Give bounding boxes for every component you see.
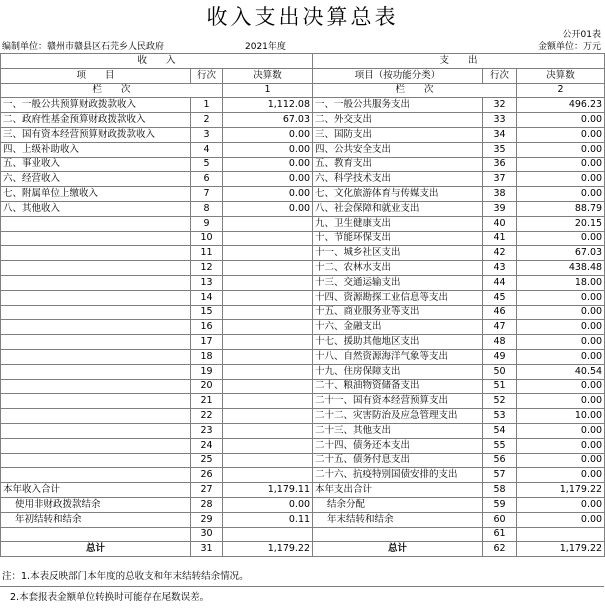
- expense-amount: 438.48: [517, 261, 605, 276]
- income-item-name: [1, 290, 191, 305]
- expense-item-name: 十五、商业服务业等支出: [313, 305, 483, 320]
- income-item-name: 总计: [1, 542, 191, 557]
- expense-row-no: 43: [483, 261, 517, 276]
- report-title: 收入支出决算总表: [206, 5, 399, 29]
- income-amount: 0.00: [223, 201, 313, 216]
- expense-row-no: 40: [483, 216, 517, 231]
- expense-amount: 0.00: [517, 438, 605, 453]
- expense-row-no: 39: [483, 201, 517, 216]
- expense-amount-header: 决算数: [517, 68, 605, 83]
- expense-item-name: 二十四、债务还本支出: [313, 438, 483, 453]
- expense-item-name: 十六、金融支出: [313, 320, 483, 335]
- income-row-no: 7: [191, 187, 223, 202]
- table-row: [1, 201, 605, 216]
- income-amount: [223, 527, 313, 542]
- expense-row-no: 61: [483, 527, 517, 542]
- income-row-no-header: 行次: [191, 68, 223, 83]
- expense-amount: 0.00: [517, 157, 605, 172]
- income-item-name: [1, 231, 191, 246]
- expense-row-no: 51: [483, 379, 517, 394]
- expense-amount: 1,179.22: [517, 542, 605, 557]
- expense-item-name: 二十六、抗疫特别国债安排的支出: [313, 468, 483, 483]
- expense-amount: 0.00: [517, 320, 605, 335]
- expense-amount: 0.00: [517, 172, 605, 187]
- income-amount: 67.03: [223, 113, 313, 128]
- income-amount: 1,179.11: [223, 483, 313, 498]
- table-row: [1, 379, 605, 394]
- form-code: 公开01表: [562, 30, 601, 40]
- table-row: [1, 423, 605, 438]
- income-amount: [223, 423, 313, 438]
- expense-item-name: 六、科学技术支出: [313, 172, 483, 187]
- income-row-no: 23: [191, 423, 223, 438]
- income-item-header: 项 目: [1, 68, 191, 83]
- income-row-no: 9: [191, 216, 223, 231]
- expense-item-name: 三、国防支出: [313, 127, 483, 142]
- table-row: [1, 157, 605, 172]
- income-item-name: 一、一般公共预算财政拨款收入: [1, 98, 191, 113]
- income-amount: [223, 364, 313, 379]
- expense-row-no: 35: [483, 142, 517, 157]
- expense-row-no: 45: [483, 290, 517, 305]
- income-amount: 0.00: [223, 497, 313, 512]
- expense-column-label: 栏 次: [313, 83, 517, 98]
- table-row: [1, 468, 605, 483]
- income-row-no: 6: [191, 172, 223, 187]
- amount-unit: 金额单位：万元: [537, 42, 601, 52]
- income-section-header: 收 入: [1, 54, 313, 69]
- income-row-no: 18: [191, 349, 223, 364]
- income-amount: 0.11: [223, 512, 313, 527]
- income-row-no: 31: [191, 542, 223, 557]
- expense-item-name: 七、文化旅游体育与传媒支出: [313, 187, 483, 202]
- income-item-name: 四、上级补助收入: [1, 142, 191, 157]
- expense-amount: 0.00: [517, 113, 605, 128]
- expense-item-name: 十一、城乡社区支出: [313, 246, 483, 261]
- expense-item-name: 二十二、灾害防治及应急管理支出: [313, 409, 483, 424]
- expense-amount: [517, 527, 605, 542]
- expense-amount: 0.00: [517, 231, 605, 246]
- income-row-no: 16: [191, 320, 223, 335]
- income-amount: [223, 468, 313, 483]
- income-column-label: 栏 次: [1, 83, 223, 98]
- income-amount: [223, 290, 313, 305]
- expense-row-no: 33: [483, 113, 517, 128]
- expense-item-name: 九、卫生健康支出: [313, 216, 483, 231]
- income-row-no: 19: [191, 364, 223, 379]
- income-item-name: [1, 216, 191, 231]
- table-row: [1, 364, 605, 379]
- footnote-2: 2.本套报表金额单位转换时可能存在尾数误差。: [10, 592, 210, 603]
- income-item-name: [1, 527, 191, 542]
- expense-row-no: 52: [483, 394, 517, 409]
- income-row-no: 29: [191, 512, 223, 527]
- expense-item-name: 二十三、其他支出: [313, 423, 483, 438]
- income-amount: [223, 246, 313, 261]
- income-row-no: 11: [191, 246, 223, 261]
- expense-row-no: 58: [483, 483, 517, 498]
- expense-amount: 88.79: [517, 201, 605, 216]
- expense-item-name: 十七、援助其他地区支出: [313, 335, 483, 350]
- income-item-name: [1, 335, 191, 350]
- table-row: [1, 512, 605, 527]
- income-amount: [223, 453, 313, 468]
- income-amount: 0.00: [223, 187, 313, 202]
- income-amount: [223, 394, 313, 409]
- income-expense-table: [0, 53, 605, 557]
- income-row-no: 1: [191, 98, 223, 113]
- expense-row-no: 46: [483, 305, 517, 320]
- expense-amount: 0.00: [517, 453, 605, 468]
- footnote-divider: [0, 586, 604, 587]
- expense-row-no: 60: [483, 512, 517, 527]
- income-amount: [223, 335, 313, 350]
- expense-row-no: 48: [483, 335, 517, 350]
- table-row: [1, 320, 605, 335]
- expense-amount: 0.00: [517, 349, 605, 364]
- expense-row-no: 41: [483, 231, 517, 246]
- report-year: 2021年度: [245, 42, 286, 52]
- income-item-name: 本年收入合计: [1, 483, 191, 498]
- expense-amount: 0.00: [517, 379, 605, 394]
- expense-amount: 0.00: [517, 142, 605, 157]
- expense-item-name: 十二、农林水支出: [313, 261, 483, 276]
- expense-item-header: 项目（按功能分类）: [313, 68, 483, 83]
- expense-item-name: 十、节能环保支出: [313, 231, 483, 246]
- income-item-name: [1, 438, 191, 453]
- income-item-name: [1, 379, 191, 394]
- expense-item-name: 十四、资源勘探工业信息等支出: [313, 290, 483, 305]
- expense-item-name: 二十、粮油物资储备支出: [313, 379, 483, 394]
- income-amount: [223, 438, 313, 453]
- expense-amount: 0.00: [517, 423, 605, 438]
- expense-item-name: 结余分配: [313, 497, 483, 512]
- table-row: [1, 231, 605, 246]
- table-row: [1, 527, 605, 542]
- income-amount: [223, 261, 313, 276]
- expense-amount: 18.00: [517, 275, 605, 290]
- income-column-index: 1: [223, 83, 313, 98]
- expense-row-no: 55: [483, 438, 517, 453]
- expense-amount: 0.00: [517, 290, 605, 305]
- reporting-unit: 编制单位：赣州市赣县区石芫乡人民政府: [2, 42, 165, 52]
- table-row: [1, 172, 605, 187]
- income-item-name: 六、经营收入: [1, 172, 191, 187]
- expense-item-name: 一、一般公共服务支出: [313, 98, 483, 113]
- income-amount: 1,179.22: [223, 542, 313, 557]
- income-row-no: 15: [191, 305, 223, 320]
- expense-column-index: 2: [517, 83, 605, 98]
- income-row-no: 17: [191, 335, 223, 350]
- expense-row-no: 50: [483, 364, 517, 379]
- income-row-no: 5: [191, 157, 223, 172]
- table-row: [1, 127, 605, 142]
- table-row: [1, 438, 605, 453]
- expense-amount: 0.00: [517, 305, 605, 320]
- expense-amount: 0.00: [517, 335, 605, 350]
- expense-item-name: 二、外交支出: [313, 113, 483, 128]
- footnote-1: 注：1.本表反映部门本年度的总收支和年末结转结余情况。: [2, 571, 249, 582]
- expense-row-no: 38: [483, 187, 517, 202]
- income-row-no: 14: [191, 290, 223, 305]
- expense-item-name: 八、社会保障和就业支出: [313, 201, 483, 216]
- income-item-name: [1, 409, 191, 424]
- income-item-name: 五、事业收入: [1, 157, 191, 172]
- expense-amount: 0.00: [517, 187, 605, 202]
- income-item-name: 使用非财政拨款结余: [1, 497, 191, 512]
- expense-amount: 496.23: [517, 98, 605, 113]
- income-item-name: [1, 261, 191, 276]
- income-row-no: 24: [191, 438, 223, 453]
- income-amount: 0.00: [223, 172, 313, 187]
- table-row: [1, 409, 605, 424]
- income-item-name: 三、国有资本经营预算财政拨款收入: [1, 127, 191, 142]
- income-amount: 0.00: [223, 142, 313, 157]
- expense-amount: 1,179.22: [517, 483, 605, 498]
- income-item-name: 年初结转和结余: [1, 512, 191, 527]
- table-row: [1, 142, 605, 157]
- column-index-row: [1, 83, 605, 98]
- expense-row-no: 53: [483, 409, 517, 424]
- income-item-name: [1, 394, 191, 409]
- expense-row-no: 42: [483, 246, 517, 261]
- income-row-no: 3: [191, 127, 223, 142]
- income-row-no: 12: [191, 261, 223, 276]
- expense-item-name: 十八、自然资源海洋气象等支出: [313, 349, 483, 364]
- expense-row-no: 37: [483, 172, 517, 187]
- income-amount: [223, 349, 313, 364]
- income-item-name: [1, 423, 191, 438]
- income-row-no: 25: [191, 453, 223, 468]
- income-row-no: 2: [191, 113, 223, 128]
- income-row-no: 30: [191, 527, 223, 542]
- income-item-name: [1, 364, 191, 379]
- table-row: [1, 497, 605, 512]
- expense-row-no: 59: [483, 497, 517, 512]
- section-header-row: [1, 54, 605, 69]
- expense-row-no: 47: [483, 320, 517, 335]
- table-row: [1, 113, 605, 128]
- table-row: [1, 453, 605, 468]
- income-amount: [223, 320, 313, 335]
- table-row: [1, 483, 605, 498]
- income-item-name: [1, 305, 191, 320]
- expense-item-name: [313, 527, 483, 542]
- total-row: [1, 542, 605, 557]
- income-item-name: [1, 320, 191, 335]
- table-row: [1, 187, 605, 202]
- expense-amount: 20.15: [517, 216, 605, 231]
- income-item-name: [1, 349, 191, 364]
- expense-item-name: 总计: [313, 542, 483, 557]
- income-row-no: 22: [191, 409, 223, 424]
- table-row: [1, 246, 605, 261]
- expense-row-no: 54: [483, 423, 517, 438]
- expense-item-name: 五、教育支出: [313, 157, 483, 172]
- income-row-no: 27: [191, 483, 223, 498]
- expense-amount: 10.00: [517, 409, 605, 424]
- income-item-name: 七、附属单位上缴收入: [1, 187, 191, 202]
- expense-row-no: 57: [483, 468, 517, 483]
- table-row: [1, 216, 605, 231]
- expense-row-no: 32: [483, 98, 517, 113]
- income-item-name: [1, 275, 191, 290]
- expense-item-name: 年末结转和结余: [313, 512, 483, 527]
- table-row: [1, 394, 605, 409]
- expense-row-no: 56: [483, 453, 517, 468]
- income-amount: [223, 409, 313, 424]
- income-amount: 0.00: [223, 157, 313, 172]
- column-header-row: [1, 68, 605, 83]
- expense-row-no: 62: [483, 542, 517, 557]
- expense-row-no: 49: [483, 349, 517, 364]
- income-row-no: 26: [191, 468, 223, 483]
- expense-amount: 0.00: [517, 468, 605, 483]
- expense-amount: 0.00: [517, 127, 605, 142]
- expense-item-name: 十三、交通运输支出: [313, 275, 483, 290]
- income-item-name: 二、政府性基金预算财政拨款收入: [1, 113, 191, 128]
- expense-row-no: 36: [483, 157, 517, 172]
- income-amount-header: 决算数: [223, 68, 313, 83]
- income-item-name: [1, 468, 191, 483]
- expense-amount: 0.00: [517, 497, 605, 512]
- expense-item-name: 二十一、国有资本经营预算支出: [313, 394, 483, 409]
- expense-amount: 67.03: [517, 246, 605, 261]
- table-row: [1, 335, 605, 350]
- income-amount: [223, 231, 313, 246]
- income-amount: 1,112.08: [223, 98, 313, 113]
- expense-item-name: 十九、住房保障支出: [313, 364, 483, 379]
- expense-amount: 40.54: [517, 364, 605, 379]
- income-row-no: 28: [191, 497, 223, 512]
- income-amount: [223, 275, 313, 290]
- table-row: [1, 349, 605, 364]
- expense-item-name: 本年支出合计: [313, 483, 483, 498]
- income-row-no: 4: [191, 142, 223, 157]
- income-item-name: [1, 453, 191, 468]
- expense-section-header: 支 出: [313, 54, 605, 69]
- expense-item-name: 二十五、债务付息支出: [313, 453, 483, 468]
- table-row: [1, 290, 605, 305]
- income-row-no: 20: [191, 379, 223, 394]
- income-row-no: 21: [191, 394, 223, 409]
- income-amount: [223, 305, 313, 320]
- income-amount: [223, 216, 313, 231]
- expense-row-no-header: 行次: [483, 68, 517, 83]
- expense-row-no: 44: [483, 275, 517, 290]
- table-row: [1, 261, 605, 276]
- expense-item-name: 四、公共安全支出: [313, 142, 483, 157]
- expense-amount: 0.00: [517, 394, 605, 409]
- table-row: [1, 98, 605, 113]
- income-amount: 0.00: [223, 127, 313, 142]
- income-item-name: [1, 246, 191, 261]
- income-row-no: 13: [191, 275, 223, 290]
- expense-row-no: 34: [483, 127, 517, 142]
- income-row-no: 8: [191, 201, 223, 216]
- table-row: [1, 305, 605, 320]
- income-row-no: 10: [191, 231, 223, 246]
- expense-amount: 0.00: [517, 512, 605, 527]
- income-amount: [223, 379, 313, 394]
- income-item-name: 八、其他收入: [1, 201, 191, 216]
- table-row: [1, 275, 605, 290]
